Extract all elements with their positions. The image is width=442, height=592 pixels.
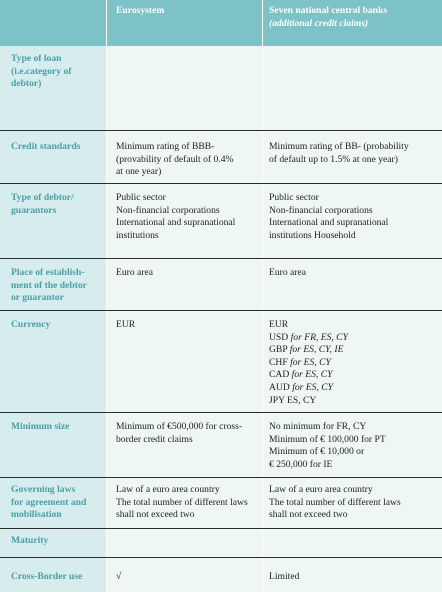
row-separator	[0, 310, 442, 311]
row-separator	[0, 258, 442, 259]
label-currency: Currency	[11, 319, 51, 330]
value-minimum-size-ncb: No minimum for FR, CY Minimum of € 100,000 for PT Minimum of € 10,000 or € 250,000 for IE	[269, 421, 386, 470]
label-governing-laws: Governing laws for agreement and mobilisation	[11, 484, 87, 521]
value-place-ncb: Euro area	[269, 267, 307, 278]
value-currency-eurosystem: EUR	[116, 319, 136, 330]
label-credit-standards: Credit standards	[11, 141, 81, 152]
currency-item: GBP for ES, CY, IE	[269, 344, 344, 356]
label-cross-border-use: Cross-Border use	[11, 571, 83, 582]
header-ncb-subtitle: (additional credit claims)	[269, 17, 369, 29]
currency-item: CAD for ES, CY	[269, 369, 333, 381]
value-type-of-debtor-eurosystem: Public sector Non-financial corporations International and supranational institutions	[116, 192, 236, 241]
row-separator	[0, 477, 442, 478]
value-governing-laws-eurosystem: Law of a euro area country The total number of different laws shall not exceed two	[116, 484, 248, 521]
label-type-of-debtor: Type of debtor/ guarantors	[11, 192, 74, 216]
currency-item: AUD for ES, CY	[269, 381, 333, 393]
label-minimum-size: Minimum size	[11, 421, 70, 432]
row-separator	[0, 557, 442, 558]
value-place-eurosystem: Euro area	[116, 267, 154, 278]
currency-item: CHF for ES, CY	[269, 356, 331, 368]
value-currency-ncb-list	[269, 319, 435, 407]
currency-item: JPY ES, CY	[269, 394, 317, 406]
header-eurosystem: Eurosystem	[116, 5, 165, 16]
row-separator	[0, 412, 442, 413]
header-ncb-title: Seven national central banks	[269, 5, 388, 16]
label-maturity: Maturity	[11, 535, 49, 546]
currency-item: EUR	[269, 319, 289, 330]
currency-item: USD for FR, ES, CY	[269, 331, 348, 343]
row-separator	[0, 130, 442, 131]
value-minimum-size-eurosystem: Minimum of €500,000 for cross- border credit claims	[116, 421, 243, 445]
value-type-of-debtor-ncb: Public sector Non-financial corporations International and supranational institutions Household	[269, 192, 389, 241]
value-cross-border-ncb: Limited	[269, 571, 300, 582]
label-type-of-loan: Type of loan (i.e.category of debtor)	[11, 53, 72, 90]
value-governing-laws-ncb: Law of a euro area country The total number of different laws shall not exceed two	[269, 484, 401, 521]
value-cross-border-eurosystem: √	[116, 571, 122, 582]
row-separator	[0, 183, 442, 184]
column-divider	[106, 0, 107, 592]
label-place-of-establishment: Place of establish- ment of the debtor or guarantor	[11, 267, 87, 304]
column-divider	[262, 0, 263, 592]
table-header	[0, 0, 442, 46]
value-credit-standards-ncb: Minimum rating of BB- (probability of default up to 1.5% at one year)	[269, 141, 409, 165]
row-separator	[0, 528, 442, 529]
header-national-central-banks	[269, 5, 435, 30]
value-credit-standards-eurosystem: Minimum rating of BBB- (provability of default of 0.4% at one year)	[116, 141, 234, 178]
